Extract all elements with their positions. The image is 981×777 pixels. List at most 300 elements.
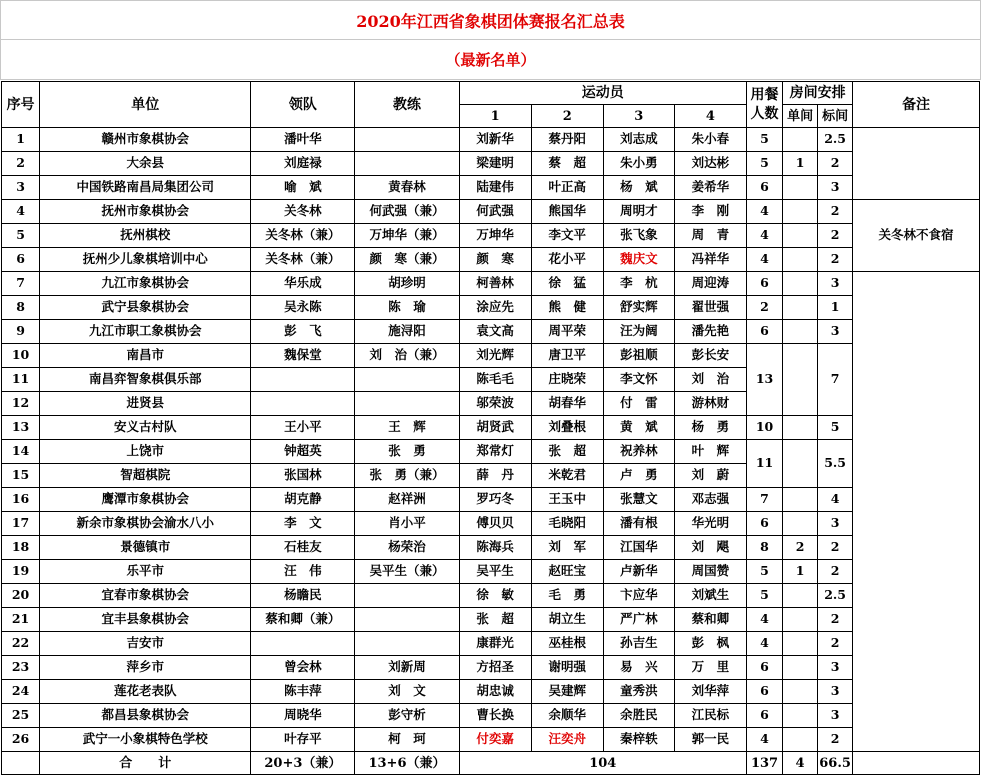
- row-athlete-4: 华光明: [674, 512, 746, 536]
- row-athlete-2: 毛晓阳: [531, 512, 603, 536]
- table-row: [2, 584, 980, 608]
- row-athlete-4: 刘华萍: [674, 680, 746, 704]
- row-athlete-3: 黄 斌: [603, 416, 674, 440]
- row-athlete-1: 胡贤武: [459, 416, 531, 440]
- row-seq: 10: [2, 344, 40, 368]
- row-athlete-1: 康群光: [459, 632, 531, 656]
- row-seq: 12: [2, 392, 40, 416]
- header-single: 单间: [783, 105, 818, 128]
- row-leader: 陈丰萍: [251, 680, 355, 704]
- header-rooms: 房间安排: [783, 82, 853, 105]
- row-standard: 2: [818, 248, 853, 272]
- row-single: [783, 248, 818, 272]
- row-single: [783, 320, 818, 344]
- row-athlete-3: 魏庆文: [603, 248, 674, 272]
- row-standard: 2: [818, 200, 853, 224]
- row-coach: 赵祥洲: [355, 488, 459, 512]
- row-standard: 3: [818, 320, 853, 344]
- row-unit: 九江市职工象棋协会: [40, 320, 251, 344]
- row-seq: 1: [2, 128, 40, 152]
- row-seq: 24: [2, 680, 40, 704]
- row-leader: 彭 飞: [251, 320, 355, 344]
- row-unit: 大余县: [40, 152, 251, 176]
- sheet-title: 2020年江西省象棋团体赛报名汇总表: [0, 0, 981, 40]
- row-coach: [355, 608, 459, 632]
- row-unit: 鹰潭市象棋协会: [40, 488, 251, 512]
- group-single: [783, 344, 818, 416]
- row-athlete-4: 周 青: [674, 224, 746, 248]
- row-unit: 上饶市: [40, 440, 251, 464]
- table-row: [2, 728, 980, 752]
- row-single: [783, 176, 818, 200]
- row-meals: 6: [747, 272, 783, 296]
- row-meals: 5: [747, 560, 783, 584]
- row-standard: 2.5: [818, 128, 853, 152]
- row-coach: 柯 珂: [355, 728, 459, 752]
- row-athlete-1: 郑常灯: [459, 440, 531, 464]
- row-athlete-2: 王玉中: [531, 488, 603, 512]
- row-coach: 刘新周: [355, 656, 459, 680]
- row-unit: 宜春市象棋协会: [40, 584, 251, 608]
- header-meals-line2: 人数: [750, 105, 779, 122]
- row-seq: 21: [2, 608, 40, 632]
- row-athlete-1: 邬荣波: [459, 392, 531, 416]
- row-leader: 吴永陈: [251, 296, 355, 320]
- table-row: [2, 680, 980, 704]
- totals-seq: [2, 752, 40, 775]
- table-row: [2, 608, 980, 632]
- row-seq: 17: [2, 512, 40, 536]
- table-row: [2, 344, 980, 368]
- totals-row: [2, 752, 980, 775]
- row-leader: 魏保堂: [251, 344, 355, 368]
- row-athlete-2: 刘叠根: [531, 416, 603, 440]
- row-athlete-3: 潘有根: [603, 512, 674, 536]
- row-athlete-3: 祝养林: [603, 440, 674, 464]
- header-leader: 领队: [251, 82, 355, 128]
- row-unit: 抚州少儿象棋培训中心: [40, 248, 251, 272]
- row-single: [783, 296, 818, 320]
- row-coach: [355, 128, 459, 152]
- row-meals: 6: [747, 704, 783, 728]
- row-athlete-3: 卢新华: [603, 560, 674, 584]
- row-meals: 6: [747, 176, 783, 200]
- header-unit: 单位: [40, 82, 251, 128]
- totals-single: 4: [783, 752, 818, 775]
- row-athlete-3: 孙吉生: [603, 632, 674, 656]
- row-meals: 6: [747, 320, 783, 344]
- row-leader: 华乐成: [251, 272, 355, 296]
- row-athlete-3: 易 兴: [603, 656, 674, 680]
- table-row: [2, 488, 980, 512]
- group-single: [783, 440, 818, 488]
- row-athlete-4: 李 刚: [674, 200, 746, 224]
- row-single: 1: [783, 560, 818, 584]
- row-meals: 8: [747, 536, 783, 560]
- row-athlete-1: 徐 敏: [459, 584, 531, 608]
- table-row: [2, 704, 980, 728]
- row-coach: 何武强（兼）: [355, 200, 459, 224]
- row-athlete-2: 张 超: [531, 440, 603, 464]
- row-athlete-1: 陈海兵: [459, 536, 531, 560]
- row-leader: 关冬林（兼）: [251, 248, 355, 272]
- row-coach: 万坤华（兼）: [355, 224, 459, 248]
- row-meals: 5: [747, 128, 783, 152]
- header-athlete-1: 1: [459, 105, 531, 128]
- row-unit: 武宁一小象棋特色学校: [40, 728, 251, 752]
- row-athlete-2: 叶正高: [531, 176, 603, 200]
- row-unit: 莲花老表队: [40, 680, 251, 704]
- row-single: [783, 584, 818, 608]
- row-standard: 1: [818, 296, 853, 320]
- row-athlete-4: 叶 辉: [674, 440, 746, 464]
- row-athlete-4: 江民标: [674, 704, 746, 728]
- row-athlete-4: 彭长安: [674, 344, 746, 368]
- row-single: [783, 416, 818, 440]
- row-athlete-1: 陈毛毛: [459, 368, 531, 392]
- row-single: [783, 728, 818, 752]
- row-standard: 2: [818, 536, 853, 560]
- note-cell: [853, 272, 980, 752]
- row-coach: 吴平生（兼）: [355, 560, 459, 584]
- row-unit: 安义古村队: [40, 416, 251, 440]
- header-athlete-2: 2: [531, 105, 603, 128]
- row-athlete-1: 刘光辉: [459, 344, 531, 368]
- totals-leaders: 20+3（兼）: [251, 752, 355, 775]
- row-leader: [251, 368, 355, 392]
- row-athlete-3: 秦梓轶: [603, 728, 674, 752]
- row-unit: 南昌市: [40, 344, 251, 368]
- row-seq: 19: [2, 560, 40, 584]
- row-unit: 赣州市象棋协会: [40, 128, 251, 152]
- row-leader: 李 文: [251, 512, 355, 536]
- row-unit: 都昌县象棋协会: [40, 704, 251, 728]
- totals-note: [853, 752, 980, 775]
- row-athlete-3: 张飞象: [603, 224, 674, 248]
- row-leader: 曾会林: [251, 656, 355, 680]
- row-athlete-3: 汪为阔: [603, 320, 674, 344]
- row-athlete-4: 朱小春: [674, 128, 746, 152]
- row-leader: 石桂友: [251, 536, 355, 560]
- row-coach: 张 勇（兼）: [355, 464, 459, 488]
- group-meals: 11: [747, 440, 783, 488]
- row-athlete-4: 邓志强: [674, 488, 746, 512]
- row-leader: 关冬林: [251, 200, 355, 224]
- row-athlete-2: 庄晓荣: [531, 368, 603, 392]
- row-meals: 2: [747, 296, 783, 320]
- row-athlete-3: 周明才: [603, 200, 674, 224]
- row-single: [783, 656, 818, 680]
- table-row: [2, 560, 980, 584]
- row-athlete-4: 刘达彬: [674, 152, 746, 176]
- row-athlete-4: 刘 治: [674, 368, 746, 392]
- table-row: [2, 272, 980, 296]
- table-row: [2, 176, 980, 200]
- row-seq: 20: [2, 584, 40, 608]
- row-athlete-4: 郭一民: [674, 728, 746, 752]
- row-leader: 钟超英: [251, 440, 355, 464]
- header-seq: 序号: [2, 82, 40, 128]
- row-seq: 5: [2, 224, 40, 248]
- row-leader: 汪 伟: [251, 560, 355, 584]
- row-standard: 3: [818, 272, 853, 296]
- row-athlete-3: 付 雷: [603, 392, 674, 416]
- note-cell: [853, 128, 980, 200]
- row-standard: 2: [818, 560, 853, 584]
- row-athlete-4: 蔡和卿: [674, 608, 746, 632]
- row-leader: 蔡和卿（兼）: [251, 608, 355, 632]
- row-athlete-3: 童秀洪: [603, 680, 674, 704]
- row-coach: 张 勇: [355, 440, 459, 464]
- row-athlete-3: 杨 斌: [603, 176, 674, 200]
- row-standard: 2: [818, 632, 853, 656]
- row-standard: 2: [818, 728, 853, 752]
- table-row: [2, 296, 980, 320]
- row-coach: 肖小平: [355, 512, 459, 536]
- row-unit: 武宁县象棋协会: [40, 296, 251, 320]
- row-standard: 2: [818, 152, 853, 176]
- row-leader: 喻 斌: [251, 176, 355, 200]
- row-athlete-3: 舒实辉: [603, 296, 674, 320]
- row-athlete-2: 汪奕舟: [531, 728, 603, 752]
- row-athlete-4: 刘斌生: [674, 584, 746, 608]
- row-coach: [355, 392, 459, 416]
- row-athlete-2: 李文平: [531, 224, 603, 248]
- row-athlete-4: 万 里: [674, 656, 746, 680]
- row-athlete-2: 刘 军: [531, 536, 603, 560]
- row-athlete-2: 唐卫平: [531, 344, 603, 368]
- row-single: 1: [783, 152, 818, 176]
- row-athlete-1: 柯善林: [459, 272, 531, 296]
- row-athlete-3: 卞应华: [603, 584, 674, 608]
- row-athlete-3: 刘志成: [603, 128, 674, 152]
- row-single: [783, 704, 818, 728]
- row-unit: 九江市象棋协会: [40, 272, 251, 296]
- row-seq: 2: [2, 152, 40, 176]
- row-athlete-3: 彭祖顺: [603, 344, 674, 368]
- row-athlete-2: 周平荣: [531, 320, 603, 344]
- row-seq: 7: [2, 272, 40, 296]
- row-leader: 张国林: [251, 464, 355, 488]
- row-athlete-4: 彭 枫: [674, 632, 746, 656]
- row-coach: 陈 瑜: [355, 296, 459, 320]
- table-row: [2, 440, 980, 464]
- row-seq: 26: [2, 728, 40, 752]
- row-athlete-1: 方招圣: [459, 656, 531, 680]
- row-athlete-2: 蔡 超: [531, 152, 603, 176]
- row-standard: 3: [818, 512, 853, 536]
- row-athlete-1: 万坤华: [459, 224, 531, 248]
- row-athlete-2: 花小平: [531, 248, 603, 272]
- header-athletes: 运动员: [459, 82, 746, 105]
- row-leader: 潘叶华: [251, 128, 355, 152]
- row-single: [783, 608, 818, 632]
- table-row: [2, 320, 980, 344]
- sheet-subtitle: （最新名单）: [0, 40, 981, 80]
- row-coach: [355, 152, 459, 176]
- table-row: [2, 512, 980, 536]
- row-single: [783, 272, 818, 296]
- row-standard: 5: [818, 416, 853, 440]
- row-standard: 2.5: [818, 584, 853, 608]
- row-coach: 颜 寒（兼）: [355, 248, 459, 272]
- row-single: [783, 200, 818, 224]
- row-single: [783, 224, 818, 248]
- row-seq: 15: [2, 464, 40, 488]
- row-seq: 16: [2, 488, 40, 512]
- row-athlete-2: 米乾君: [531, 464, 603, 488]
- row-unit: 宜丰县象棋协会: [40, 608, 251, 632]
- row-meals: 4: [747, 608, 783, 632]
- row-athlete-1: 颜 寒: [459, 248, 531, 272]
- row-coach: 胡珍明: [355, 272, 459, 296]
- row-coach: 杨荣治: [355, 536, 459, 560]
- row-coach: 施浔阳: [355, 320, 459, 344]
- row-coach: 刘 文: [355, 680, 459, 704]
- row-standard: 3: [818, 176, 853, 200]
- row-seq: 8: [2, 296, 40, 320]
- table-row: [2, 128, 980, 152]
- row-athlete-1: 薛 丹: [459, 464, 531, 488]
- row-single: 2: [783, 536, 818, 560]
- row-athlete-1: 梁建明: [459, 152, 531, 176]
- row-standard: 3: [818, 704, 853, 728]
- row-unit: 乐平市: [40, 560, 251, 584]
- header-row-1: [2, 82, 980, 105]
- row-leader: 周晓华: [251, 704, 355, 728]
- group-standard: 5.5: [818, 440, 853, 488]
- row-athlete-1: 罗巧冬: [459, 488, 531, 512]
- group-meals: 13: [747, 344, 783, 416]
- row-athlete-3: 江国华: [603, 536, 674, 560]
- row-athlete-4: 周国赞: [674, 560, 746, 584]
- row-unit: 进贤县: [40, 392, 251, 416]
- row-athlete-2: 熊国华: [531, 200, 603, 224]
- row-leader: 刘庭禄: [251, 152, 355, 176]
- row-athlete-1: 付奕嘉: [459, 728, 531, 752]
- row-leader: [251, 632, 355, 656]
- row-leader: 胡克静: [251, 488, 355, 512]
- header-standard: 标间: [818, 105, 853, 128]
- table-row: [2, 152, 980, 176]
- row-single: [783, 128, 818, 152]
- row-leader: 关冬林（兼）: [251, 224, 355, 248]
- row-athlete-1: 涂应先: [459, 296, 531, 320]
- header-meals: [747, 82, 783, 128]
- row-athlete-2: 赵旺宝: [531, 560, 603, 584]
- table-row: [2, 536, 980, 560]
- row-athlete-3: 李 杭: [603, 272, 674, 296]
- row-coach: 刘 治（兼）: [355, 344, 459, 368]
- row-coach: [355, 584, 459, 608]
- row-seq: 18: [2, 536, 40, 560]
- row-leader: 杨瞻民: [251, 584, 355, 608]
- totals-coaches: 13+6（兼）: [355, 752, 459, 775]
- header-athlete-4: 4: [674, 105, 746, 128]
- row-meals: 4: [747, 224, 783, 248]
- row-unit: 智超棋院: [40, 464, 251, 488]
- row-unit: 吉安市: [40, 632, 251, 656]
- row-athlete-1: 刘新华: [459, 128, 531, 152]
- row-standard: 4: [818, 488, 853, 512]
- table-row: [2, 656, 980, 680]
- totals-standard: 66.5: [818, 752, 853, 775]
- header-note: 备注: [853, 82, 980, 128]
- row-seq: 11: [2, 368, 40, 392]
- table-row: [2, 200, 980, 224]
- row-athlete-2: 蔡丹阳: [531, 128, 603, 152]
- row-leader: [251, 392, 355, 416]
- row-meals: 6: [747, 656, 783, 680]
- row-athlete-2: 吴建辉: [531, 680, 603, 704]
- row-unit: 抚州棋校: [40, 224, 251, 248]
- row-coach: 王 辉: [355, 416, 459, 440]
- totals-athletes: 104: [459, 752, 746, 775]
- row-athlete-4: 翟世强: [674, 296, 746, 320]
- row-standard: 2: [818, 608, 853, 632]
- row-meals: 10: [747, 416, 783, 440]
- row-athlete-4: 潘先艳: [674, 320, 746, 344]
- row-seq: 22: [2, 632, 40, 656]
- row-athlete-1: 傅贝贝: [459, 512, 531, 536]
- row-athlete-1: 何武强: [459, 200, 531, 224]
- row-meals: 6: [747, 680, 783, 704]
- header-athlete-3: 3: [603, 105, 674, 128]
- row-meals: 5: [747, 152, 783, 176]
- row-unit: 南昌弈智象棋俱乐部: [40, 368, 251, 392]
- row-athlete-4: 游林财: [674, 392, 746, 416]
- row-athlete-1: 张 超: [459, 608, 531, 632]
- table-row: [2, 416, 980, 440]
- row-coach: 黄春林: [355, 176, 459, 200]
- row-athlete-2: 巫桂根: [531, 632, 603, 656]
- row-athlete-4: 周迎涛: [674, 272, 746, 296]
- row-leader: 王小平: [251, 416, 355, 440]
- row-athlete-3: 卢 勇: [603, 464, 674, 488]
- row-meals: 4: [747, 200, 783, 224]
- row-athlete-4: 杨 勇: [674, 416, 746, 440]
- row-single: [783, 632, 818, 656]
- row-athlete-3: 严广林: [603, 608, 674, 632]
- row-seq: 13: [2, 416, 40, 440]
- row-unit: 萍乡市: [40, 656, 251, 680]
- row-coach: 彭守析: [355, 704, 459, 728]
- row-meals: 6: [747, 512, 783, 536]
- row-single: [783, 512, 818, 536]
- row-unit: 抚州市象棋协会: [40, 200, 251, 224]
- row-meals: 5: [747, 584, 783, 608]
- header-meals-line1: 用餐: [750, 87, 779, 104]
- row-seq: 14: [2, 440, 40, 464]
- row-meals: 7: [747, 488, 783, 512]
- table-row: [2, 248, 980, 272]
- row-meals: 4: [747, 728, 783, 752]
- row-standard: 2: [818, 224, 853, 248]
- totals-meals: 137: [747, 752, 783, 775]
- row-seq: 3: [2, 176, 40, 200]
- row-athlete-1: 胡忠诚: [459, 680, 531, 704]
- row-athlete-4: 刘 飓: [674, 536, 746, 560]
- row-meals: 4: [747, 248, 783, 272]
- row-standard: 3: [818, 680, 853, 704]
- row-single: [783, 680, 818, 704]
- row-athlete-3: 余胜民: [603, 704, 674, 728]
- row-athlete-1: 曹长换: [459, 704, 531, 728]
- header-coach: 教练: [355, 82, 459, 128]
- totals-label: 合 计: [40, 752, 251, 775]
- row-standard: 3: [818, 656, 853, 680]
- table-row: [2, 632, 980, 656]
